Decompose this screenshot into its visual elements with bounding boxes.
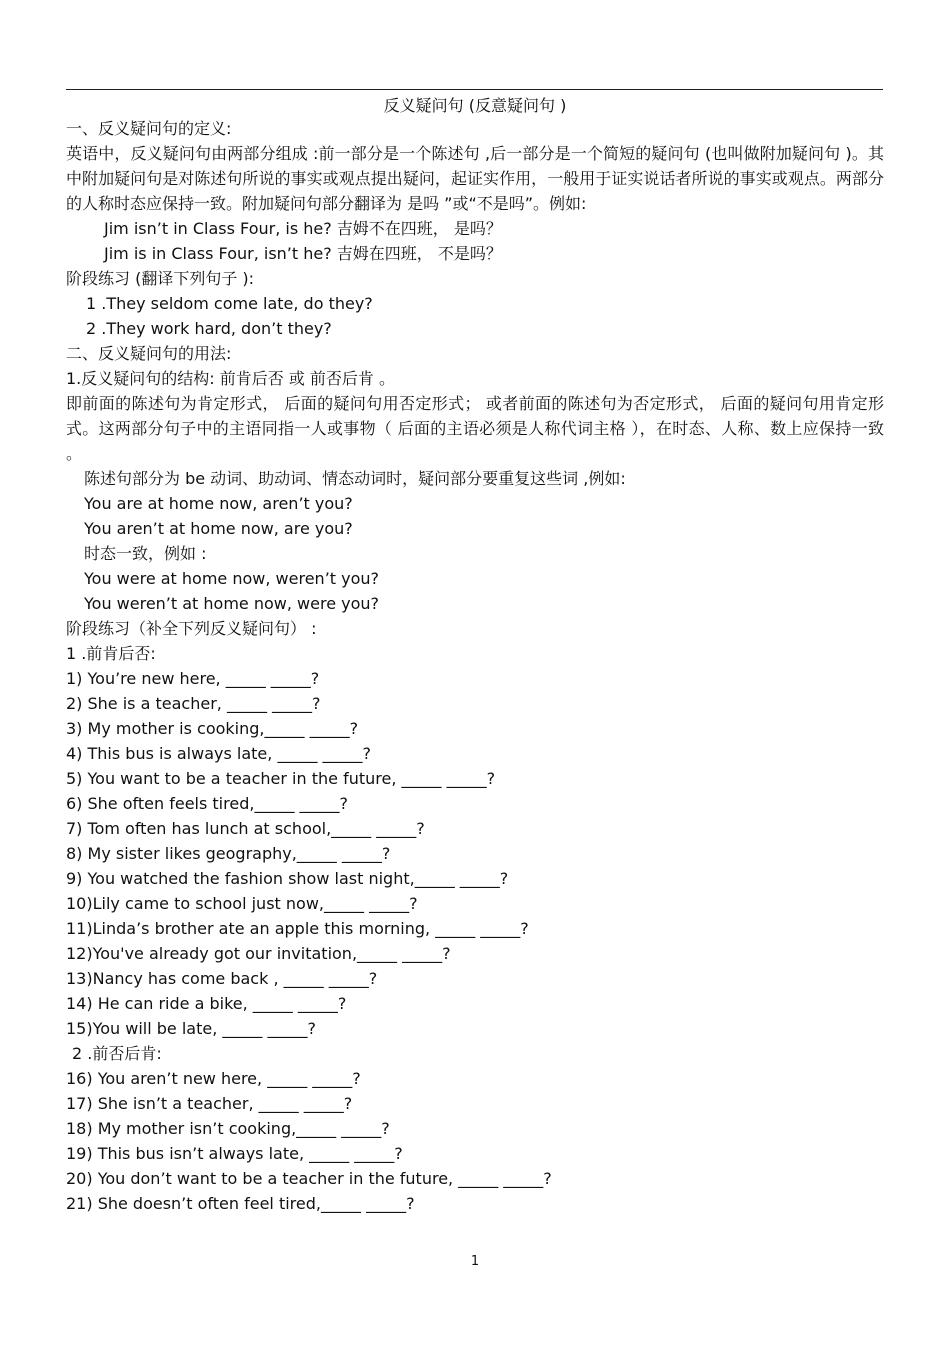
exercise-item: 17) She isn’t a teacher, _____ _____? bbox=[66, 1094, 353, 1113]
exercise-item: 8) My sister likes geography,_____ _____? bbox=[66, 844, 391, 863]
exercise-item: 21) She doesn’t often feel tired,_____ _____? bbox=[66, 1194, 415, 1213]
exercise-item: 3) My mother is cooking,_____ _____? bbox=[66, 719, 359, 738]
verb-note: 陈述句部分为 be 动词、助动词、情态动词时，疑问部分要重复这些词 ,例如: bbox=[84, 469, 626, 488]
exercise-item: 11)Linda’s brother ate an apple this morning, _____ _____? bbox=[66, 919, 529, 938]
exercise-item: 19) This bus isn’t always late, _____ _____? bbox=[66, 1144, 403, 1163]
practice-1-item: 2 .They work hard, don’t they? bbox=[86, 319, 332, 338]
structure-line: 1.反义疑问句的结构: 前肯后否 或 前否后肯 。 bbox=[66, 369, 396, 388]
exercise-item: 14) He can ride a bike, _____ _____? bbox=[66, 994, 347, 1013]
example-sentence: Jim isn’t in Class Four, is he? 吉姆不在四班， 是吗？ bbox=[104, 219, 502, 238]
document-body bbox=[66, 116, 884, 1216]
exercise-item: 1) You’re new here, _____ _____? bbox=[66, 669, 320, 688]
header-rule bbox=[66, 89, 883, 90]
exercise-item: 9) You watched the fashion show last night,_____ _____? bbox=[66, 869, 509, 888]
exercise-item: 18) My mother isn’t cooking,_____ _____? bbox=[66, 1119, 390, 1138]
practice-2-heading: 阶段练习（补全下列反义疑问句） : bbox=[66, 619, 317, 638]
example-sentence: You are at home now, aren’t you? bbox=[84, 494, 353, 513]
exercise-item: 20) You don’t want to be a teacher in the future, _____ _____? bbox=[66, 1169, 552, 1188]
tense-note: 时态一致，例如 : bbox=[84, 544, 207, 563]
section-1-paragraph: 英语中，反义疑问句由两部分组成 :前一部分是一个陈述句 ,后一部分是一个简短的疑问句 (也叫做附加疑问句 )。其中附加疑问句是对陈述句所说的事实或观点提出疑问，起证实作用，一般用于证实说话者所说的事实或观点。两部分的人称时态应保持一致。附加疑问句部分翻译为 是吗 ”或“不是吗”。例如: bbox=[66, 144, 884, 213]
practice-1-heading: 阶段练习 (翻译下列句子 ): bbox=[66, 269, 255, 288]
example-sentence: You were at home now, weren’t you? bbox=[84, 569, 380, 588]
exercise-item: 13)Nancy has come back , _____ _____? bbox=[66, 969, 378, 988]
exercise-item: 4) This bus is always late, _____ _____? bbox=[66, 744, 372, 763]
exercise-item: 6) She often feels tired,_____ _____? bbox=[66, 794, 349, 813]
page-title: 反义疑问句 (反意疑问句 ) bbox=[383, 96, 567, 115]
exercise-item: 10)Lily came to school just now,_____ _____? bbox=[66, 894, 418, 913]
subsection-1-heading: 1 .前肯后否: bbox=[66, 644, 156, 663]
exercise-item: 12)You've already got our invitation,_____ _____? bbox=[66, 944, 451, 963]
practice-1-item: 1 .They seldom come late, do they? bbox=[86, 294, 373, 313]
exercise-item: 15)You will be late, _____ _____? bbox=[66, 1019, 316, 1038]
exercise-item: 7) Tom often has lunch at school,_____ _____? bbox=[66, 819, 425, 838]
example-sentence: You weren’t at home now, were you? bbox=[84, 594, 380, 613]
section-2-heading: 二、反义疑问句的用法: bbox=[66, 344, 232, 363]
exercise-item: 5) You want to be a teacher in the future, _____ _____? bbox=[66, 769, 496, 788]
structure-paragraph: 即前面的陈述句为肯定形式， 后面的疑问句用否定形式； 或者前面的陈述句为否定形式， 后面的疑问句用肯定形式。这两部分句子中的主语同指一人或事物（ 后面的主语必须是人称代词主格 ），在时态、人称、数上应保持一致 。 bbox=[66, 394, 884, 463]
section-1-heading: 一、反义疑问句的定义: bbox=[66, 119, 232, 138]
exercise-item: 2) She is a teacher, _____ _____? bbox=[66, 694, 321, 713]
example-sentence: Jim is in Class Four, isn’t he? 吉姆在四班， 不是吗？ bbox=[104, 244, 502, 263]
exercise-item: 16) You aren’t new here, _____ _____? bbox=[66, 1069, 361, 1088]
page-number: 1 bbox=[470, 1254, 480, 1269]
subsection-2-heading: 2 .前否后肯: bbox=[72, 1044, 162, 1063]
example-sentence: You aren’t at home now, are you? bbox=[84, 519, 353, 538]
